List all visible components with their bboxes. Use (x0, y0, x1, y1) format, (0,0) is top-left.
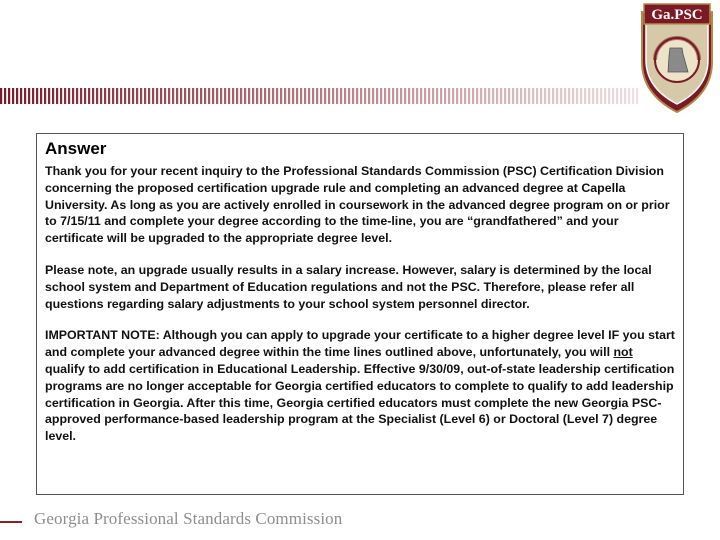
header-stripe (216, 88, 218, 104)
header-stripe (368, 88, 370, 104)
header-stripe (556, 88, 558, 104)
header-stripe (24, 88, 26, 104)
header-stripe (280, 88, 282, 104)
header-stripe (528, 88, 530, 104)
header-stripe (584, 88, 586, 104)
header-stripe (12, 88, 14, 104)
header-stripe (400, 88, 402, 104)
header-stripe (112, 88, 114, 104)
header-stripe (608, 88, 610, 104)
header-stripe (44, 88, 46, 104)
header-stripe (520, 88, 522, 104)
header-stripe (20, 88, 22, 104)
header-stripe (124, 88, 126, 104)
header-stripe (516, 88, 518, 104)
header-stripe (184, 88, 186, 104)
header-stripe (504, 88, 506, 104)
header-stripe (384, 88, 386, 104)
header-stripe (296, 88, 298, 104)
header-stripe (388, 88, 390, 104)
header-stripe (104, 88, 106, 104)
header-stripe (268, 88, 270, 104)
header-stripe (396, 88, 398, 104)
header-stripe (448, 88, 450, 104)
header-stripe (120, 88, 122, 104)
header-stripe (536, 88, 538, 104)
answer-paragraph-1: Thank you for your recent inquiry to the Professional Standards Commission (PSC) Certification Division concerning the proposed certification upgrade rule and completing an advanced degree at Capella University. As long as you are actively enrolled in coursework in the advanced degree program on or prior to 7/15/11 and complete your degree according to the time-line, you are “grandfathered” and your certificate will be upgraded to the appropriate degree level. (45, 164, 670, 246)
header-stripe (236, 88, 238, 104)
header-stripe (416, 88, 418, 104)
header-stripe (256, 88, 258, 104)
header-stripe (72, 88, 74, 104)
header-stripe (100, 88, 102, 104)
header-stripe (220, 88, 222, 104)
header-stripe (276, 88, 278, 104)
header-stripe (312, 88, 314, 104)
logo-text: Ga.PSC (651, 7, 703, 23)
header-stripe (204, 88, 206, 104)
header-stripe (376, 88, 378, 104)
header-stripe (364, 88, 366, 104)
header-stripe (632, 88, 634, 104)
header-stripe (288, 88, 290, 104)
header-stripe (56, 88, 58, 104)
header-stripe (284, 88, 286, 104)
header-stripe (540, 88, 542, 104)
paragraph-3-text-b: qualify to add certification in Educational Leadership. Effective 9/30/09, out-of-state leadership certification programs are no longer acceptable for Georgia certified educators to complete to qualify to add leadership certification in Georgia. After this time, Georgia certified educators must complete the new Georgia PSC-approved performance-based leadership program at the Specialist (Level 6) or Doctoral (Level 7) degree level. (45, 361, 675, 444)
header-stripe (0, 88, 2, 104)
header-stripe (228, 88, 230, 104)
header-stripe (164, 88, 166, 104)
header-stripe (568, 88, 570, 104)
header-stripe (380, 88, 382, 104)
header-stripe (68, 88, 70, 104)
footer-org-name: Georgia Professional Standards Commission (34, 509, 343, 528)
header-stripe (168, 88, 170, 104)
header-stripe (348, 88, 350, 104)
header-stripe (432, 88, 434, 104)
footer-accent-line (0, 521, 22, 523)
header-stripe (108, 88, 110, 104)
header-stripe (512, 88, 514, 104)
header-stripe (316, 88, 318, 104)
header-stripe (564, 88, 566, 104)
header-stripe (240, 88, 242, 104)
header-stripe-graphic (0, 88, 640, 104)
header-stripe (304, 88, 306, 104)
header-stripe (500, 88, 502, 104)
header-stripe (96, 88, 98, 104)
header-stripe (408, 88, 410, 104)
header-stripe (248, 88, 250, 104)
header-stripe (524, 88, 526, 104)
header-stripe (352, 88, 354, 104)
header-stripe (580, 88, 582, 104)
header-stripe (412, 88, 414, 104)
header-stripe (548, 88, 550, 104)
header-stripe (16, 88, 18, 104)
header-stripe (292, 88, 294, 104)
answer-paragraph-3 (45, 327, 676, 445)
header-stripe (52, 88, 54, 104)
header-stripe (156, 88, 158, 104)
header-stripe (588, 88, 590, 104)
header-stripe (132, 88, 134, 104)
header-stripe (272, 88, 274, 104)
header-stripe (60, 88, 62, 104)
header-stripe (592, 88, 594, 104)
header-stripe (300, 88, 302, 104)
header-stripe (424, 88, 426, 104)
header-stripe (464, 88, 466, 104)
header-stripe (88, 88, 90, 104)
header-stripe (456, 88, 458, 104)
header-stripe (468, 88, 470, 104)
header-stripe (188, 88, 190, 104)
header-stripe (172, 88, 174, 104)
header-stripe (80, 88, 82, 104)
header-stripe (460, 88, 462, 104)
ga-psc-logo (636, 2, 718, 114)
header-stripe (116, 88, 118, 104)
header-stripe (320, 88, 322, 104)
header-stripe (440, 88, 442, 104)
header-stripe (492, 88, 494, 104)
header-stripe (472, 88, 474, 104)
header-stripe (576, 88, 578, 104)
header-stripe (92, 88, 94, 104)
header-stripe (264, 88, 266, 104)
header-stripe (128, 88, 130, 104)
header-stripe (336, 88, 338, 104)
header-stripe (252, 88, 254, 104)
header-stripe (360, 88, 362, 104)
header-stripe (260, 88, 262, 104)
header-stripe (232, 88, 234, 104)
header-stripe (344, 88, 346, 104)
header-stripe (76, 88, 78, 104)
header-stripe (308, 88, 310, 104)
header-stripe (452, 88, 454, 104)
header-stripe (628, 88, 630, 104)
header-stripe (552, 88, 554, 104)
header-stripe (136, 88, 138, 104)
header-stripe (488, 88, 490, 104)
header-stripe (176, 88, 178, 104)
header-stripe (192, 88, 194, 104)
header-stripe (404, 88, 406, 104)
header-stripe (444, 88, 446, 104)
header-stripe (340, 88, 342, 104)
header-stripe (436, 88, 438, 104)
header-stripe (144, 88, 146, 104)
header-stripe (484, 88, 486, 104)
header-stripe (28, 88, 30, 104)
answer-box (36, 133, 684, 495)
header-stripe (160, 88, 162, 104)
header-stripe (420, 88, 422, 104)
header-stripe (148, 88, 150, 104)
header-stripe (616, 88, 618, 104)
header-stripe (372, 88, 374, 104)
header-stripe (152, 88, 154, 104)
header-stripe (64, 88, 66, 104)
header-stripe (600, 88, 602, 104)
header-stripe (244, 88, 246, 104)
header-stripe (84, 88, 86, 104)
header-stripe (32, 88, 34, 104)
header-stripe (36, 88, 38, 104)
header-stripe (8, 88, 10, 104)
header-stripe (208, 88, 210, 104)
header-stripe (332, 88, 334, 104)
header-stripe (596, 88, 598, 104)
header-stripe (212, 88, 214, 104)
header-stripe (572, 88, 574, 104)
header-stripe (476, 88, 478, 104)
header-stripe (328, 88, 330, 104)
header-stripe (392, 88, 394, 104)
header-stripe (200, 88, 202, 104)
header-stripe (532, 88, 534, 104)
header-stripe (496, 88, 498, 104)
header-stripe (40, 88, 42, 104)
header-stripe (624, 88, 626, 104)
emphasis-not: not (613, 345, 633, 360)
header-stripe (508, 88, 510, 104)
header-stripe (480, 88, 482, 104)
header-stripe (620, 88, 622, 104)
header-stripe (604, 88, 606, 104)
header-stripe (4, 88, 6, 104)
header-stripe (356, 88, 358, 104)
answer-paragraph-2: Please note, an upgrade usually results in a salary increase. However, salary is determined by the local school system and Department of Education regulations and not the PSC. Therefore, please refer all questions regarding salary adjustments to your school system personnel director. (45, 262, 652, 311)
header-stripe (48, 88, 50, 104)
header-stripe (544, 88, 546, 104)
header-stripe (140, 88, 142, 104)
header-stripe (324, 88, 326, 104)
header-stripe (180, 88, 182, 104)
paragraph-3-text-a: IMPORTANT NOTE: Although you can apply to upgrade your certificate to a higher degree level IF you start and complete your advanced degree within the time lines outlined above, unfortunately, you will (45, 328, 675, 360)
header-stripe (560, 88, 562, 104)
header-stripe (612, 88, 614, 104)
header-stripe (196, 88, 198, 104)
header-stripe (428, 88, 430, 104)
answer-title: Answer (45, 139, 107, 158)
header-stripe-bar (0, 88, 640, 104)
header-stripe (224, 88, 226, 104)
